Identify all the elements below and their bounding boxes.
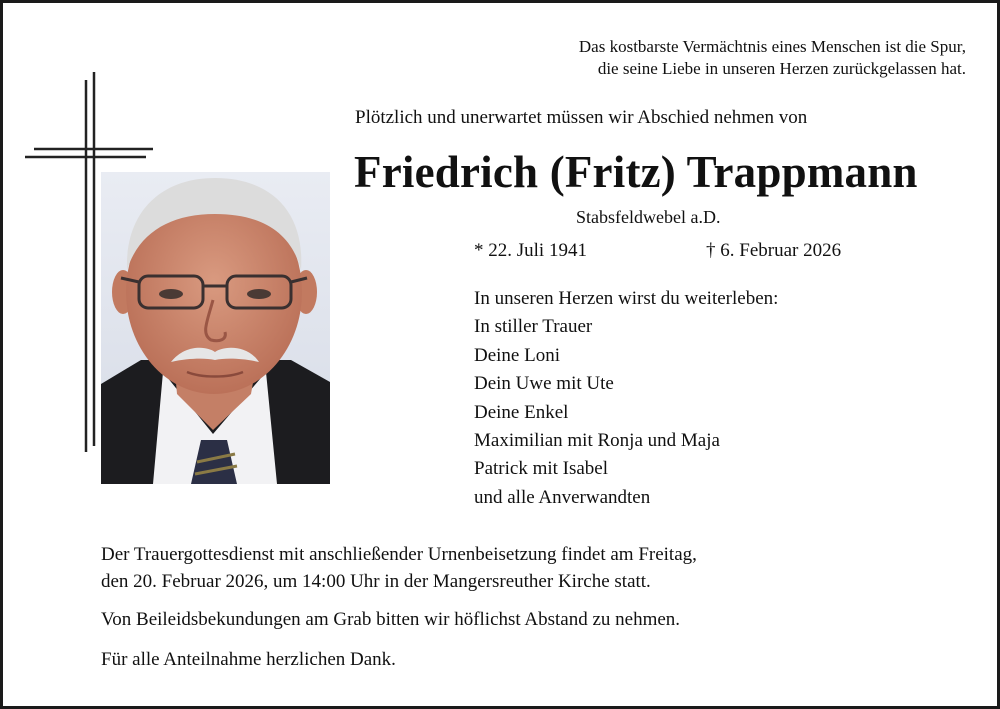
mourners-line: In unseren Herzen wirst du weiterleben: [474,288,779,309]
birth-date: * 22. Juli 1941 [474,240,587,261]
motto-line-2: die seine Liebe in unseren Herzen zurückgelassen hat. [597,59,966,78]
mourners-line: Patrick mit Isabel [474,458,609,480]
service-line-1: Der Trauergottesdienst mit anschließender Urnenbeisetzung findet am Freitag, [101,544,697,565]
service-info [101,541,697,595]
motto-quote [579,36,966,80]
condolence-request: Von Beileidsbekundungen am Grab bitten wir höflichst Abstand zu nehmen. [101,609,681,630]
thanks-text: Für alle Anteilnahme herzlichen Dank. [101,649,396,670]
mourners-line: Deine Loni [474,344,561,366]
deceased-name: Friedrich (Fritz) Trappmann [354,147,918,197]
mourners-line: Maximilian mit Ronja und Maja [474,430,720,452]
mourners-line: In stiller Trauer [474,316,593,338]
mourners-line: Dein Uwe mit Ute [474,373,614,395]
motto-line-1: Das kostbarste Vermächtnis eines Menschen ist die Spur, [578,37,966,56]
intro-text: Plötzlich und unerwartet müssen wir Abschied nehmen von [355,107,808,128]
mourners-list [474,285,778,512]
mourners-line: und alle Anverwandten [474,486,651,508]
mourners-line: Deine Enkel [474,401,569,423]
service-line-2: den 20. Februar 2026, um 14:00 Uhr in der Mangersreuther Kirche statt. [101,571,651,592]
death-date: † 6. Februar 2026 [706,240,842,261]
portrait-photo [101,172,330,484]
deceased-rank: Stabsfeldwebel a.D. [576,207,721,227]
